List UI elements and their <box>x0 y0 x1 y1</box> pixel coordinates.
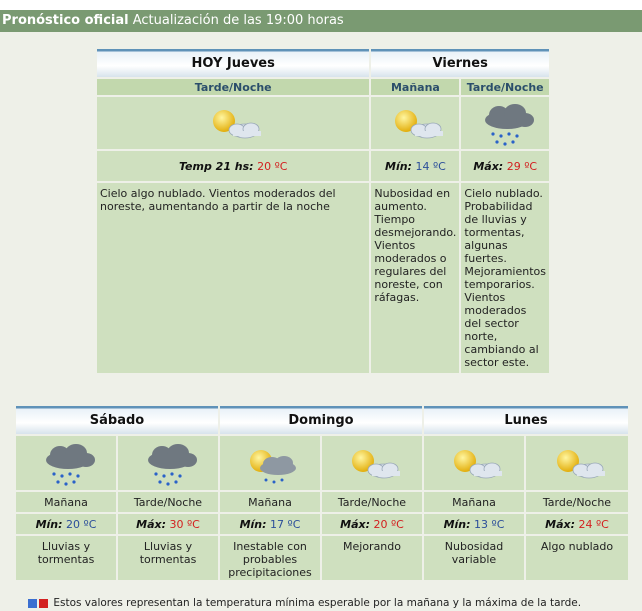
temp-value: 30 ºC <box>169 517 200 531</box>
header-update-time: Actualización de las 19:00 horas <box>132 13 344 28</box>
temp-value: 20 ºC <box>373 517 404 531</box>
temp-cell: Máx: 29 ºC <box>461 151 549 181</box>
day-header-domingo: Domingo <box>220 406 422 434</box>
temp-cell: Mín: 14 ºC <box>371 151 459 181</box>
partly-cloudy-icon <box>543 456 611 469</box>
temp-cell: Mín: 17 ºC <box>220 514 320 534</box>
period-label: Tarde/Noche <box>97 79 369 95</box>
forecast-description: Algo nublado <box>526 536 628 580</box>
header-title: Pronóstico oficial <box>2 13 129 28</box>
temp-cell: Mín: 13 ºC <box>424 514 524 534</box>
rain-cloud-icon <box>134 456 202 469</box>
period-label: Mañana <box>16 492 116 512</box>
forecast-table-today <box>95 47 551 375</box>
forecast-description: Inestable con probables precipitaciones <box>220 536 320 580</box>
partly-cloudy-icon <box>199 116 267 129</box>
forecast-description: Lluvias y tormentas <box>16 536 116 580</box>
partly-cloudy-icon <box>381 116 449 129</box>
partly-cloudy-icon <box>338 456 406 469</box>
temp-cell: Temp 21 hs: 20 ºC <box>97 151 369 181</box>
forecast-description: Cielo algo nublado. Vientos moderados del noreste, aumentando a partir de la noche <box>97 183 369 373</box>
forecast-description: Nubosidad variable <box>424 536 524 580</box>
period-label: Mañana <box>220 492 320 512</box>
temp-value: 29 ºC <box>506 159 538 173</box>
temp-value: 24 ºC <box>578 517 609 531</box>
temp-cell: Máx: 30 ºC <box>118 514 218 534</box>
day-header-viernes: Viernes <box>371 49 549 77</box>
rain-cloud-icon <box>471 116 539 129</box>
period-label: Mañana <box>371 79 459 95</box>
day-header-hoy: HOY Jueves <box>97 49 369 77</box>
temp-value: 13 ºC <box>474 517 505 531</box>
forecast-header <box>0 10 642 32</box>
forecast-description: Mejorando <box>322 536 422 580</box>
temp-cell: Máx: 20 ºC <box>322 514 422 534</box>
day-header-lunes: Lunes <box>424 406 628 434</box>
footnote-text: Estos valores representan la temperatura mínima esperable por la mañana y la máxima de la tarde. <box>53 597 582 609</box>
period-label: Tarde/Noche <box>118 492 218 512</box>
temp-value: 20 ºC <box>257 159 288 173</box>
partly-cloudy-icon <box>440 456 508 469</box>
forecast-description: Cielo nublado. Probabilidad de lluvias y tormentas, algunas fuertes. Mejoramientos temporarios. Vientos moderados del sector norte, cambiando al sector este. <box>461 183 549 373</box>
temp-value: 14 ºC <box>415 159 446 173</box>
forecast-description: Lluvias y tormentas <box>118 536 218 580</box>
period-label: Mañana <box>424 492 524 512</box>
forecast-description: Nubosidad en aumento. Tiempo desmejorando. Vientos moderados o regulares del noreste, con ráfagas. <box>371 183 459 373</box>
rain-cloud-icon <box>32 456 100 469</box>
period-label: Tarde/Noche <box>322 492 422 512</box>
temp-cell: Mín: 20 ºC <box>16 514 116 534</box>
temp-value: 17 ºC <box>270 517 301 531</box>
period-label: Tarde/Noche <box>526 492 628 512</box>
min-legend-swatch <box>28 599 37 608</box>
temp-value: 20 ºC <box>66 517 97 531</box>
partly-cloudy-rain-icon <box>236 456 304 469</box>
footnote <box>28 597 581 609</box>
period-label: Tarde/Noche <box>461 79 549 95</box>
forecast-table-weekend <box>14 404 630 582</box>
max-legend-swatch <box>39 599 48 608</box>
day-header-sabado: Sábado <box>16 406 218 434</box>
temp-cell: Máx: 24 ºC <box>526 514 628 534</box>
